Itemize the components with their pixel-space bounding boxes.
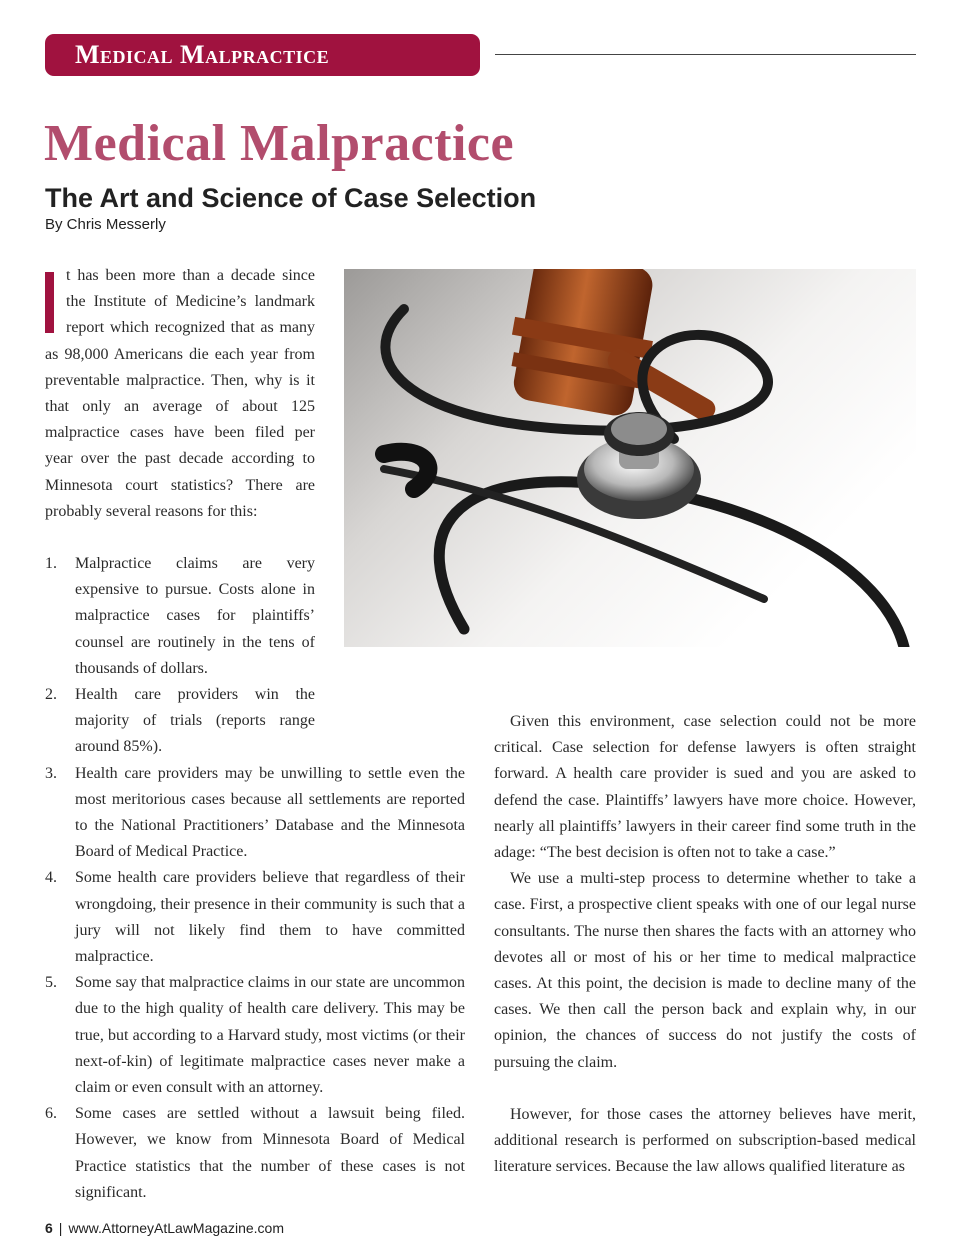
list-item — [45, 1101, 465, 1206]
header-rule — [495, 54, 916, 55]
page-footer — [45, 1220, 284, 1236]
paragraph-process: We use a multi-step process to determine whether to take a case. First, a prospective client speaks with one of our legal nurse consultants. The nurse then shares the facts with an attorney who devotes all or most of his or her time to medical malpractice cases. At this point, the decision is made to decline many of the cases. We then call the person back and explain why, in our opinion, the chances of success do not justify the costs of pursuing the claim. — [494, 870, 916, 1071]
reasons-list — [45, 551, 465, 1206]
list-text: Some cases are settled without a lawsuit being filed. However, we know from Minnesota Board of Medical Practice statistics that the number of these cases is not significant. — [75, 1105, 465, 1201]
list-number: 4. — [45, 869, 57, 887]
article-byline: By Chris Messerly — [45, 216, 166, 233]
list-text: Some say that malpractice claims in our state are uncommon due to the high quality of health care delivery. This may be true, but according to a Harvard study, most victims (or their next-of-kin) of legitimate malpractice cases never make a claim or even consult with an attorney. — [75, 974, 465, 1097]
list-item — [45, 551, 315, 682]
section-label: Medical Malpractice — [75, 40, 330, 69]
list-item — [45, 970, 465, 1101]
page-number: 6 — [45, 1220, 53, 1236]
article-subtitle: The Art and Science of Case Selection — [45, 183, 537, 213]
list-number: 2. — [45, 686, 57, 704]
list-number: 3. — [45, 764, 57, 782]
paragraph-environment: Given this environment, case selection could not be more critical. Case selection for defense lawyers is often straight forward. A health care provider is sued and you are asked to defend the case. Plaintiffs’ lawyers have more choice. However, nearly all plaintiffs’ lawyers in their career find some truth in the adage: “The best decision is often not to take a case.” — [494, 713, 916, 862]
list-number: 6. — [45, 1105, 57, 1123]
list-item — [45, 682, 315, 761]
list-text: Health care providers win the majority of trials (reports range around 85%). — [75, 686, 315, 756]
list-number: 5. — [45, 974, 57, 992]
list-text: Some health care providers believe that regardless of their wrongdoing, their presence in their community is such that a jury will not likely find them to have committed malpractice. — [75, 869, 465, 966]
dropcap-bar — [45, 272, 54, 333]
list-text: Health care providers may be unwilling to settle even the most meritorious cases because all settlements are reported to the National Practitioners’ Database and the Minnesota Board of Medical Practice. — [75, 764, 465, 861]
paragraph-research: However, for those cases the attorney believes have merit, additional research is performed on subscription-based medical literature services. Because the law allows qualified literature as — [494, 1105, 916, 1176]
section-header-bar — [45, 34, 480, 76]
footer-url[interactable]: www.AttorneyAtLawMagazine.com — [68, 1220, 284, 1236]
list-number: 1. — [45, 555, 57, 572]
intro-text: t has been more than a decade since the Institute of Medicine’s landmark report which recognized that as many as 98,000 Americans die each year from preventable malpractice. Then, why is it that only an average of about 125 malpractice cases have been filed per year over the past decade according to Minnesota court statistics? There are probably several reasons for this: — [45, 267, 315, 520]
list-item — [45, 761, 465, 866]
intro-paragraph — [45, 263, 315, 525]
article-title: Medical Malpractice — [44, 115, 515, 172]
right-column — [494, 709, 916, 1180]
list-text: Malpractice claims are very expensive to pursue. Costs alone in malpractice cases for plaintiffs’ counsel are routinely in the tens of thousands of dollars. — [75, 555, 315, 677]
footer-separator: | — [58, 1220, 63, 1236]
gavel — [501, 269, 740, 433]
list-item — [45, 865, 465, 970]
